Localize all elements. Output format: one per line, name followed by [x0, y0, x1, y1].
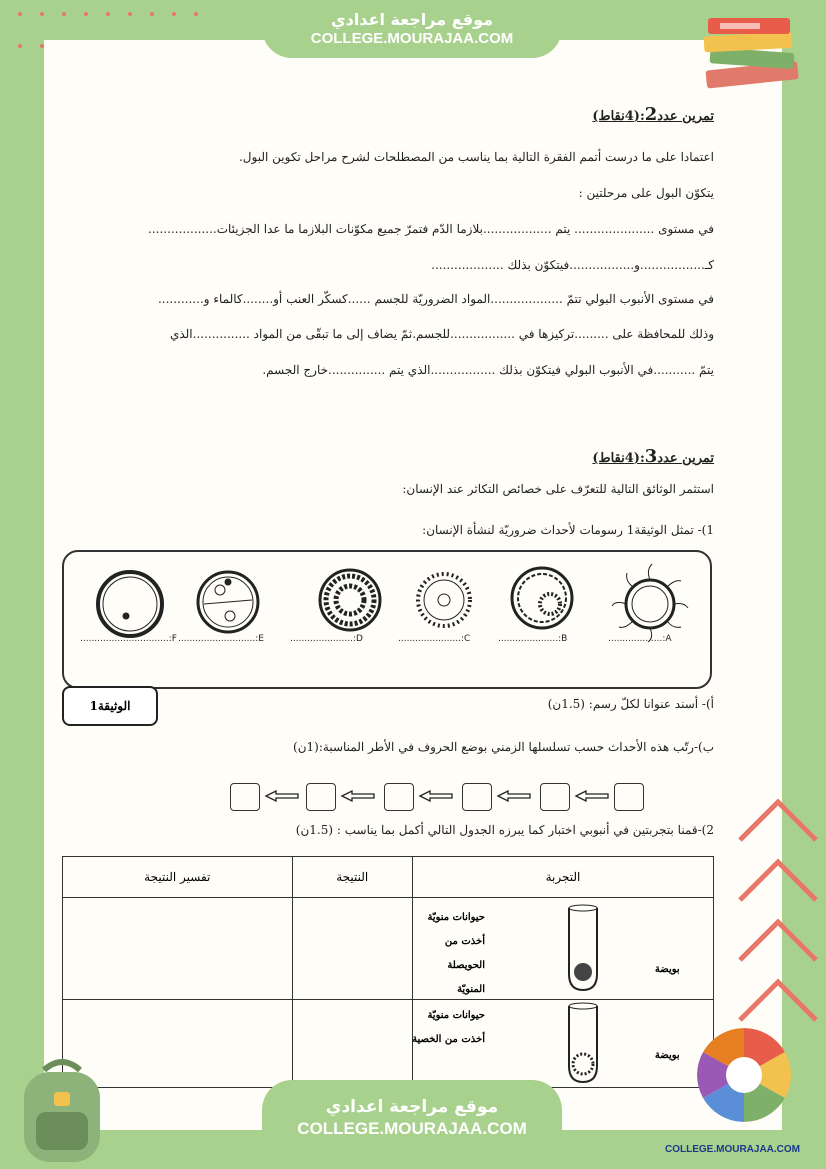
label-e: ...........................:E	[178, 634, 264, 644]
order-box-1[interactable]	[614, 783, 644, 811]
ex2-line2: في مستوى ..................... يتم ..................بلازما الدّم فتمرّ جميع مكوّنات البلازما ما عدا الجزيئات..................	[148, 222, 714, 236]
ex2-line6: يتمّ ...........في الأنبوب البولي فيتكوّن بذلك .................الذي يتم ...............خارج الجسم.	[262, 363, 714, 377]
ex2-number: 2	[644, 104, 658, 125]
label-a: ...................:A	[608, 634, 672, 644]
ex3-qb: ب)-رتّب هذه الأحداث حسب تسلسلها الزمني بوضع الحروف في الأطر المناسبة:(1ن)	[293, 740, 714, 754]
cell-result-1[interactable]	[292, 898, 412, 1000]
order-box-6[interactable]	[230, 783, 260, 811]
ex3-q1: 1)- تمثل الوثيقة1 رسومات لأحداث ضروريّة لنشأة الإنسان:	[422, 523, 714, 537]
exp2-egg-label: بويضة	[654, 1050, 680, 1061]
ex3-title-prefix: تمرين عدد	[657, 451, 714, 466]
test-tube-1	[563, 904, 603, 994]
cell-result-2[interactable]	[292, 1000, 412, 1088]
site-url: COLLEGE.MOURAJAA.COM	[310, 30, 514, 47]
test-tube-2	[563, 1002, 603, 1086]
document1-label: الوثيقة1	[62, 686, 158, 726]
drawing-f	[98, 572, 162, 636]
books-icon	[700, 14, 806, 94]
arrow-left-icon	[264, 790, 300, 802]
ex2-points: :(4نقاط)	[592, 109, 645, 124]
header-banner	[262, 0, 562, 58]
experiment-table	[62, 856, 714, 1088]
subjects-wheel-icon	[697, 1028, 791, 1122]
ex3-points: :(4نقاط)	[592, 451, 645, 466]
exp2-sperm-label: حيوانات منويّة	[427, 1010, 485, 1021]
footer-banner-url: COLLEGE.MOURAJAA.COM	[297, 1119, 527, 1138]
ex2-title-prefix: تمرين عدد	[657, 109, 714, 124]
arrow-left-icon	[418, 790, 454, 802]
exp1-sperm-label: حيوانات منويّة	[427, 912, 485, 923]
ex2-line4: في مستوى الأنبوب البولي تتمّ ...................المواد الضروريّة للجسم ......كسكّر العنب أو........كالماء و............	[157, 292, 714, 306]
ex2-line1: يتكوّن البول على مرحلتين :	[578, 186, 714, 200]
ex3-qa: أ)- أسند عنوانا لكلّ رسم: (1.5ن)	[547, 697, 714, 711]
drawing-d	[320, 570, 380, 630]
order-box-3[interactable]	[462, 783, 492, 811]
header-experiment: التجربة	[412, 857, 713, 898]
order-box-2[interactable]	[540, 783, 570, 811]
label-c: ......................:C	[398, 634, 471, 644]
label-b: .....................:B	[498, 634, 568, 644]
arrow-left-icon	[496, 790, 532, 802]
exp2-source-label: أخذت من الخصية	[412, 1034, 485, 1045]
cell-experiment-2	[412, 1000, 713, 1088]
cell-interpretation-1[interactable]	[63, 898, 293, 1000]
ex3-number: 3	[644, 446, 658, 467]
ex2-line5: وذلك للمحافظة على .........تركيزها في .................للجسم.ثمّ يضاف إلى ما تبقّى من المواد ...............الذي	[169, 327, 714, 341]
ex2-intro: اعتمادا على ما درست أتمم الفقرة التالية بما يناسب من المصطلحات لشرح مراحل تكوين البول.	[238, 150, 714, 164]
chevron-up-decor-icon	[734, 790, 822, 1030]
ex3-intro: استثمر الوثائق التالية للتعرّف على خصائص التكاثر عند الإنسان:	[402, 482, 714, 496]
backpack-icon	[14, 1054, 110, 1166]
drawing-b	[512, 568, 572, 628]
exp1-source-label: أخذت من الحويصلة	[444, 936, 485, 971]
order-box-4[interactable]	[384, 783, 414, 811]
ex3-q2: 2)-قمنا بتجربتين في أنبوبي اختبار كما يبرزه الجدول التالي أكمل بما يناسب : (1.5ن)	[295, 823, 714, 837]
drawing-a	[612, 564, 688, 642]
footer-banner	[262, 1080, 562, 1169]
drawing-c	[418, 574, 470, 626]
header-interpretation: تفسير النتيجة	[63, 857, 293, 898]
site-name-ar: موقع مراجعة اعدادي	[330, 10, 494, 29]
exp1-egg-label: بويضة	[654, 964, 680, 975]
ex3-title	[592, 446, 714, 467]
cell-experiment-1	[412, 898, 713, 1000]
label-d: ......................:D	[290, 634, 363, 644]
label-f: ...............................:F	[80, 634, 177, 644]
order-box-5[interactable]	[306, 783, 336, 811]
drawing-e	[198, 572, 258, 632]
header-result: النتيجة	[292, 857, 412, 898]
ex2-title	[592, 104, 714, 125]
footer-site-url: COLLEGE.MOURAJAA.COM	[665, 1144, 800, 1155]
arrow-left-icon	[574, 790, 610, 802]
footer-site-name-ar: موقع مراجعة اعدادي	[325, 1097, 499, 1117]
exp1-source-label-2: المنويّة	[457, 984, 485, 995]
ex2-line3: كـ.................و.................فيتكوّن بذلك ...................	[431, 258, 714, 272]
arrow-left-icon	[340, 790, 376, 802]
